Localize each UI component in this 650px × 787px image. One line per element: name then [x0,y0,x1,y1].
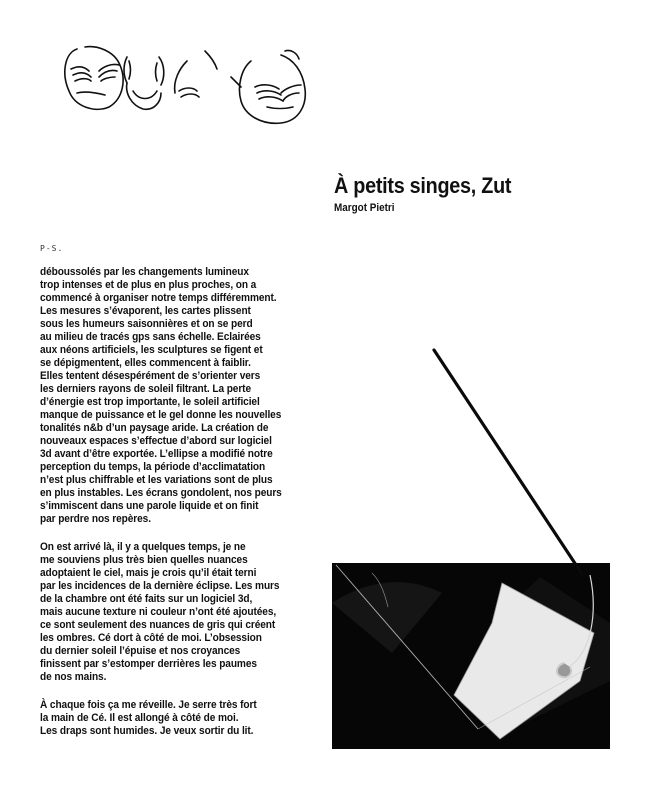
article-title: À petits singes, Zut [334,173,512,198]
text-line: perception du temps, la période d’acclimatation [40,461,266,473]
text-line: d’énergie est trop importante, le soleil artificiel [40,396,260,408]
text-line: ce sont seulement des nuances de gris qui créent [40,619,276,631]
text-line: par les incidences de la dernière éclipse. Les murs [40,580,280,592]
photo-drawing [332,563,610,749]
text-line: s’immiscent dans une parole liquide et on finit [40,500,259,512]
text-line: de nos mains. [40,671,107,683]
monkey-covering-eyes-icon [65,47,123,110]
text-line: adoptaient le ciel, mais je crois qu’il était terni [40,567,257,579]
text-line: en plus instables. Les écrans gondolent, nos peurs [40,487,282,499]
text-line: la main de Cé. Il est allongé à côté de moi. [40,712,239,724]
monkey-covering-ears-icon [124,57,164,109]
text-line: mais aucune texture ni couleur n’ont été ajoutées, [40,606,277,618]
ps-label: P-S. [40,244,64,253]
text-line: aux néons artificiels, les sculptures se figent et [40,344,263,356]
text-line: sous les humeurs saisonnières et on se perd [40,318,253,330]
text-line: les ombres. Cé dort à côté de moi. L’obsession [40,632,262,644]
text-line: Les draps sont humides. Je veux sortir du lit. [40,725,254,737]
article-body [40,266,370,753]
text-line: du dernier soleil l’épuise et nos croyances [40,645,241,657]
text-line: par perdre nos repères. [40,513,151,525]
monkey-hugging-icon [239,50,305,123]
paper-sculpture-photo [332,563,610,749]
text-line: À chaque fois ça me réveille. Je serre très fort [40,699,257,711]
text-line: au milieu de tracés gps sans échelle. Eclairées [40,331,261,343]
text-line: Les mesures s’évaporent, les cartes plissent [40,305,251,317]
text-line: manque de puissance et le gel donne les nouvelles [40,409,282,421]
paragraph-1 [40,266,370,526]
text-line: me souviens plus très bien quelles nuances [40,554,248,566]
text-line: trop intenses et de plus en plus proches, on a [40,279,257,291]
text-line: se dépigmentent, elles commencent à faiblir. [40,357,251,369]
paragraph-3 [40,699,370,738]
text-line: finissent par s’estomper derrières les paumes [40,658,257,670]
article-author: Margot Pietri [334,202,395,214]
text-line: tonalités n&b d’un paysage aride. La création de [40,422,269,434]
text-line: de la chambre ont été faits sur un logiciel 3d, [40,593,253,605]
text-line: On est arrivé là, il y a quelques temps, je ne [40,541,246,553]
text-line: commencé à organiser notre temps différemment. [40,292,277,304]
text-line: nouveaux espaces s’effectue d’abord sur logiciel [40,435,272,447]
text-line: les derniers rayons de soleil filtrant. La perte [40,383,251,395]
text-line: n’est plus chiffrable et les variations sont de plus [40,474,273,486]
paragraph-2 [40,541,370,684]
text-line: déboussolés par les changements lumineux [40,266,249,278]
monkey-covering-mouth-icon [175,51,241,97]
text-line: Elles tentent désespérément de s’orienter vers [40,370,261,382]
three-monkeys-illustration [55,35,315,135]
text-line: 3d avant d’être exportée. L’ellipse a modifié notre [40,448,273,460]
